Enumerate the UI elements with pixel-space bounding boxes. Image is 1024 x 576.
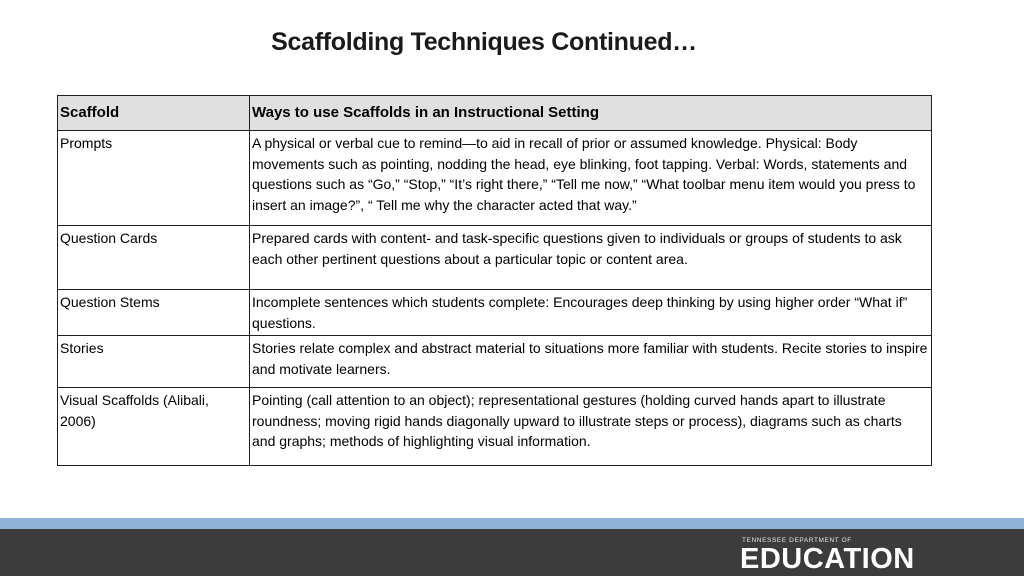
footer-accent-stripe (0, 518, 1024, 529)
scaffold-cell: Question Stems (58, 290, 250, 336)
scaffold-table (57, 95, 932, 466)
scaffold-cell: Stories (58, 336, 250, 388)
table-row (58, 336, 932, 388)
header-ways-to-use: Ways to use Scaffolds in an Instructional Setting (250, 96, 932, 131)
table-row (58, 388, 932, 466)
slide-title: Scaffolding Techniques Continued… (271, 28, 697, 56)
table-row (58, 226, 932, 290)
description-cell: A physical or verbal cue to remind—to aid in recall of prior or assumed knowledge. Physical: Body movements such as pointing, nodding the head, eye blinking, foot tapping. Verbal: Words, statements and questions such as “Go,” “Stop,” “It’s right there,” “Tell me now,” “What toolbar menu item would you press to insert an image?”, “ Tell me why the character acted that way.” (250, 131, 932, 226)
logo-department-text: TENNESSEE DEPARTMENT OF (742, 537, 852, 544)
logo-education-text: EDUCATION (740, 543, 915, 575)
table-header-row (58, 96, 932, 131)
description-cell: Stories relate complex and abstract material to situations more familiar with students. Recite stories to inspire and motivate learners. (250, 336, 932, 388)
scaffold-cell: Question Cards (58, 226, 250, 290)
table-row (58, 131, 932, 226)
scaffold-cell: Visual Scaffolds (Alibali, 2006) (58, 388, 250, 466)
description-cell: Pointing (call attention to an object); representational gestures (holding curved hands apart to illustrate roundness; moving rigid hands diagonally upward to illustrate steps or process), diagrams such as charts and graphs; methods of highlighting visual information. (250, 388, 932, 466)
scaffold-cell: Prompts (58, 131, 250, 226)
description-cell: Incomplete sentences which students complete: Encourages deep thinking by using higher order “What if” questions. (250, 290, 932, 336)
tn-education-logo (740, 537, 970, 573)
description-cell: Prepared cards with content- and task-specific questions given to individuals or groups of students to ask each other pertinent questions about a particular topic or content area. (250, 226, 932, 290)
header-scaffold: Scaffold (58, 96, 250, 131)
table-row (58, 290, 932, 336)
